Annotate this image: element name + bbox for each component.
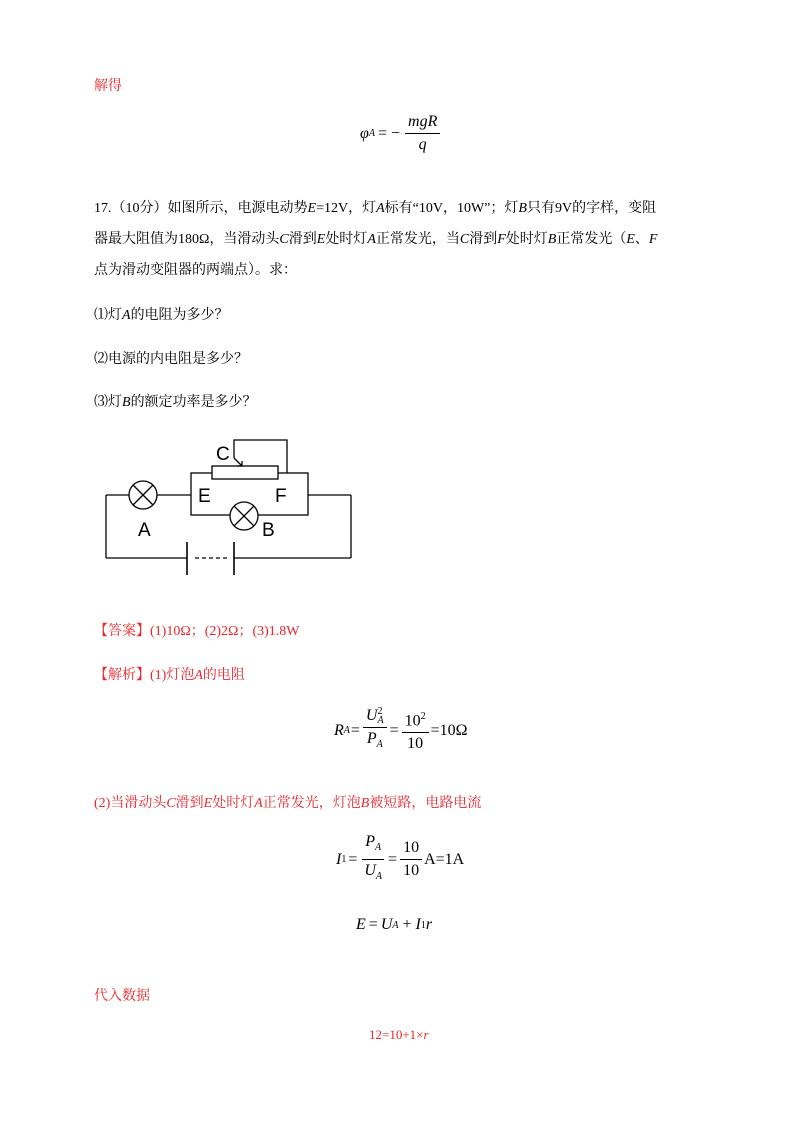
substituted-equation: 12=10+1×r — [369, 1027, 429, 1042]
label-a: A — [138, 520, 151, 541]
question-3: ⑶灯B的额定功率是多少？ — [94, 395, 257, 410]
question-2: ⑵电源的内电阻是多少？ — [94, 352, 248, 367]
current-formula: I 1 = $\frac{P_A}{U_A}$ = $\frac{10}{10}$ A=1A — [336, 833, 465, 883]
solve-heading: 解得 — [94, 79, 122, 94]
slider-arrow — [234, 458, 242, 466]
circuit-diagram — [94, 432, 364, 582]
rheostat — [212, 466, 278, 479]
analysis-line: 【解析】(1)灯泡A的电阻 — [94, 668, 245, 683]
question-1: ⑴灯A的电阻为多少？ — [94, 308, 229, 323]
substitute-heading: 代入数据 — [94, 989, 150, 1004]
resistance-formula: R A = U 2 A $P_A$ = $\frac{10^2}{10}$ =10Ω — [334, 706, 468, 753]
label-e: E — [198, 486, 211, 507]
label-b: B — [262, 520, 275, 541]
label-c: C — [216, 444, 230, 465]
answer-line: 【答案】(1)10Ω；(2)2Ω；(3)1.8W — [94, 624, 300, 639]
label-f: F — [275, 486, 287, 507]
part2-line: (2)当滑动头C滑到E处时灯A正常发光，灯泡B被短路，电路电流 — [94, 796, 482, 811]
phi-formula: φ A = − $\frac{\text{mgR}}{q}$ — [360, 112, 442, 155]
emf-formula: E = U A + I 1 r — [356, 916, 433, 933]
problem-statement: 17.（10分）如图所示，电源电动势E=12V，灯A标有“10V，10W”；灯B只有9V的字样，变阻 器最大阻值为180Ω，当滑动头C滑到E处时灯A正常发光，当C滑到F处时灯B正常发光（E、F 点为滑动变阻器的两端点）。求： — [94, 201, 658, 278]
